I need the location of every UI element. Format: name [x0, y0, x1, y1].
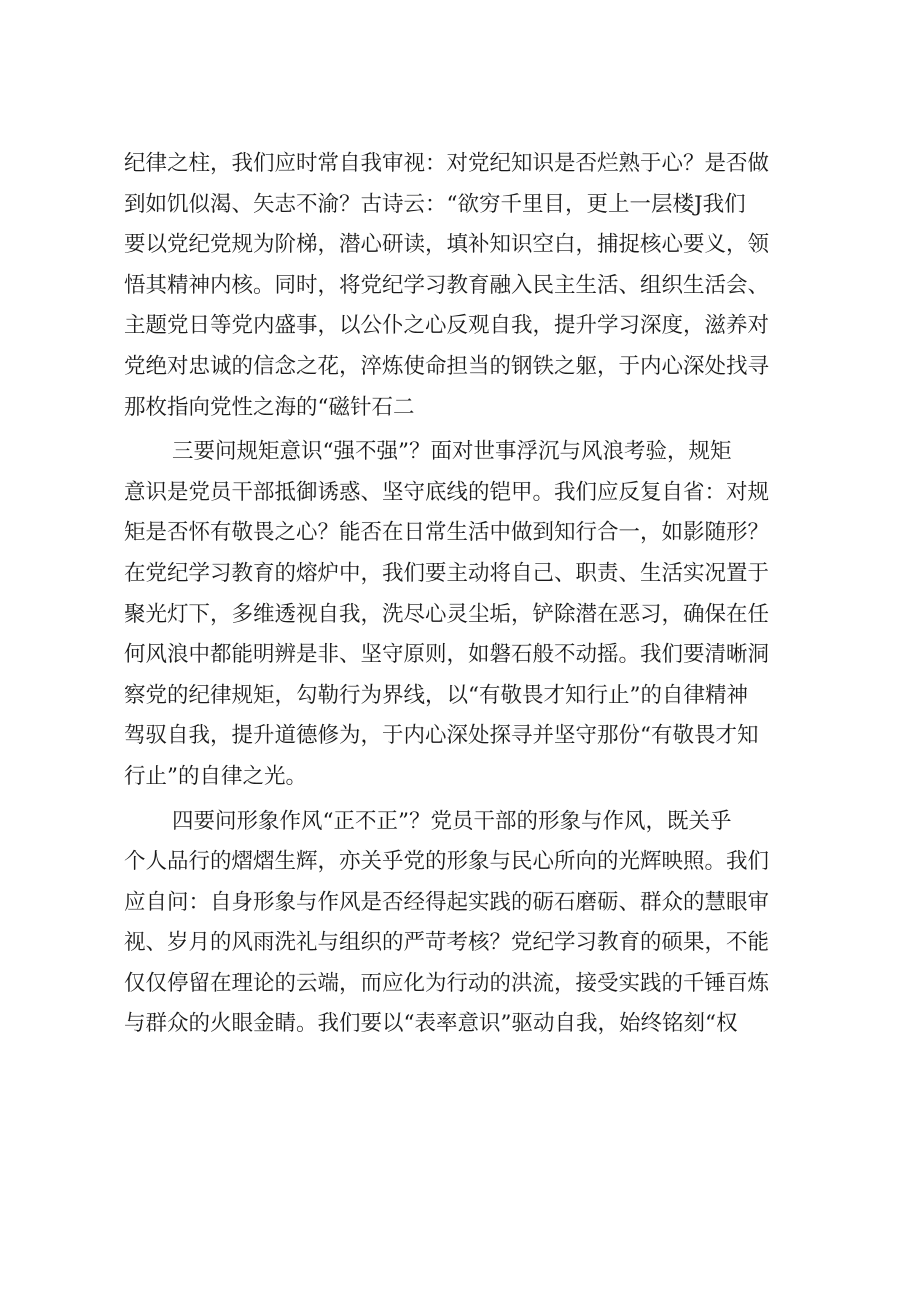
text-line: 应自问：自身形象与作风是否经得起实践的砺石磨砺、群众的慧眼审 [124, 889, 770, 915]
text-line: 意识是党员干部抵御诱惑、坚守底线的铠甲。我们应反复自省：对规 [124, 479, 770, 505]
text-line: 悟其精神内核。同时，将党纪学习教育融入民主生活、组织生活会、 [124, 272, 770, 298]
text-line: 察党的纪律规矩，勾勒行为界线，以“有敬畏才知行止”的自律精神 [124, 682, 748, 708]
text-line: 三要问规矩意识“强不强”？面对世事浮沉与风浪考验，规矩 [172, 439, 732, 465]
text-line: 党绝对忠诚的信念之花，淬炼使命担当的钢铁之躯，于内心深处找寻 [124, 353, 770, 379]
text-line: 到如饥似渴、矢志不渝？古诗云：“欲穷千里目，更上一层楼J我们 [124, 191, 746, 217]
document-body [124, 144, 804, 1045]
text-line: 聚光灯下，多维透视自我，洗尽心灵尘垢，铲除潜在恶习，确保在任 [124, 601, 770, 627]
text-line: 四要问形象作风“正不正”？党员干部的形象与作风，既关乎 [172, 808, 732, 834]
text-line: 在党纪学习教育的熔炉中，我们要主动将自己、职责、生活实况置于 [124, 560, 770, 586]
text-line: 纪律之柱，我们应时常自我审视：对党纪知识是否烂熟于心？是否做 [124, 151, 770, 176]
paragraph-1 [124, 144, 804, 428]
text-line: 行止”的自律之光。 [124, 763, 307, 789]
text-line: 何风浪中都能明辨是非、坚守原则，如磐石般不动摇。我们要清晰洞 [124, 642, 770, 668]
text-line: 那枚指向党性之海的“磁针石二 [124, 394, 415, 420]
text-line: 个人品行的熠熠生辉，亦关乎党的形象与民心所向的光辉映照。我们 [124, 849, 770, 875]
text-line: 与群众的火眼金睛。我们要以“表率意识”驱动自我，始终铭刻“权 [124, 1011, 738, 1037]
text-line: 驾驭自我，提升道德修为，于内心深处探寻并坚守那份“有敬畏才知 [124, 723, 759, 749]
text-line: 视、岁月的风雨洗礼与组织的严苛考核？党纪学习教育的硕果，不能 [124, 930, 770, 956]
paragraph-2 [124, 432, 804, 797]
paragraph-3 [124, 802, 804, 1046]
text-line: 仅仅停留在理论的云端，而应化为行动的洪流，接受实践的千锤百炼 [124, 970, 770, 996]
text-line: 主题党日等党内盛事，以公仆之心反观自我，提升学习深度，滋养对 [124, 313, 770, 339]
text-line: 矩是否怀有敬畏之心？能否在日常生活中做到知行合一，如影随形？ [124, 520, 770, 546]
text-line: 要以党纪党规为阶梯，潜心研读，填补知识空白，捕捉核心要义，领 [124, 232, 770, 258]
